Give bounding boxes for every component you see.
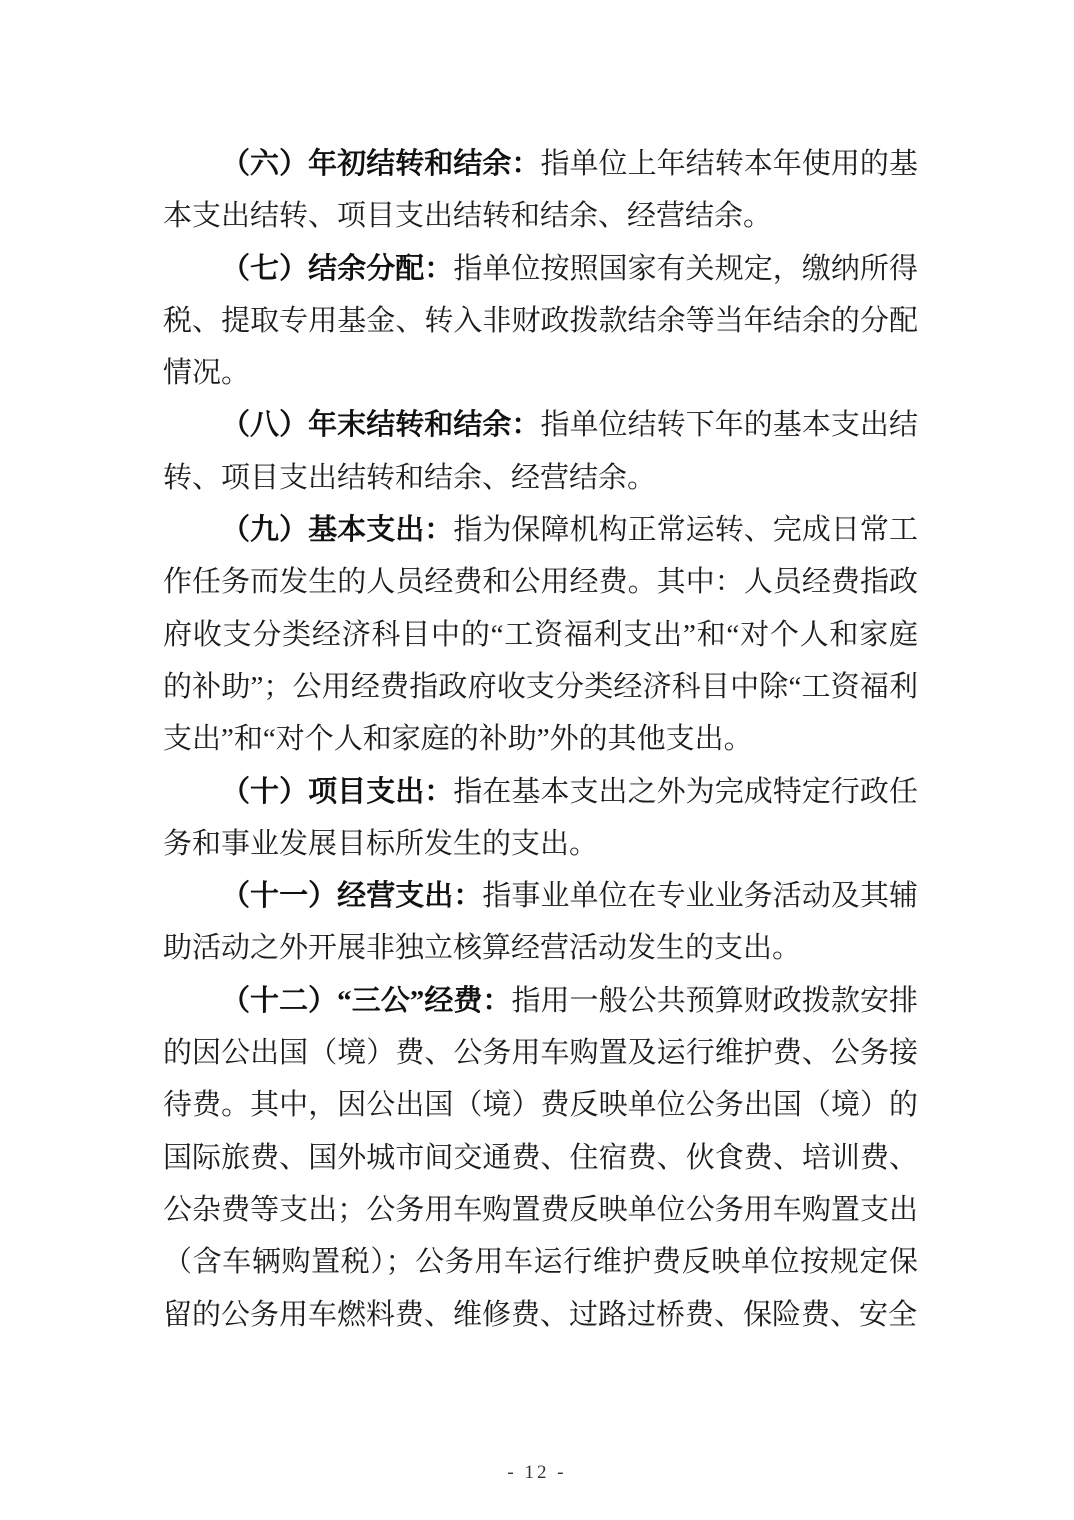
paragraph: [163, 870, 918, 975]
paragraph: [163, 243, 918, 400]
paragraph: [163, 504, 918, 765]
paragraph-text: 指单位按照国家有关规定，缴纳所得税、提取专用基金、转入非财政拨款结余等当年结余的分配情况。: [163, 252, 918, 390]
paragraph-lead: （十）项目支出：: [221, 775, 454, 808]
paragraph: [163, 399, 918, 504]
paragraph-text: 指单位结转下年的基本支出结转、项目支出结转和结余、经营结余。: [163, 409, 918, 494]
paragraph-text: 指用一般公共预算财政拨款安排的因公出国（境）费、公务用车购置及运行维护费、公务接待费。其中，因公出国（境）费反映单位公务出国（境）的国际旅费、国外城市间交通费、住宿费、伙食费、培训费、公杂费等支出；公务用车购置费反映单位公务用车购置支出（含车辆购置税）；公务用车运行维护费反映单位按规定保留的公务用车燃料费、维修费、过路过桥费、保险费、安全: [163, 984, 918, 1331]
paragraph-lead: （七）结余分配：: [221, 252, 454, 285]
paragraph-lead: （十二）“三公”经费：: [221, 984, 512, 1017]
paragraph-text: 指事业单位在专业业务活动及其辅助活动之外开展非独立核算经营活动发生的支出。: [163, 880, 918, 965]
page-number: - 12 -: [507, 1462, 567, 1483]
paragraph: [163, 138, 918, 243]
paragraph-text: 指在基本支出之外为完成特定行政任务和事业发展目标所发生的支出。: [163, 775, 918, 860]
paragraph-lead: （八）年末结转和结余：: [221, 409, 541, 442]
paragraph-lead: （六）年初结转和结余：: [221, 148, 541, 180]
paragraph-lead: （十一）经营支出：: [221, 880, 483, 913]
paragraph-text: 指为保障机构正常运转、完成日常工作任务而发生的人员经费和公用经费。其中：人员经费指政府收支分类经济科目中的“工资福利支出”和“对个人和家庭的补助”；公用经费指政府收支分类经济科目中除“工资福利支出”和“对个人和家庭的补助”外的其他支出。: [163, 514, 918, 756]
paragraph-lead: （九）基本支出：: [221, 514, 454, 547]
document-body: [163, 138, 918, 1341]
paragraph: [163, 766, 918, 871]
paragraph: [163, 975, 918, 1341]
paragraph-text: 指单位上年结转本年使用的基本支出结转、项目支出结转和结余、经营结余。: [163, 148, 918, 233]
